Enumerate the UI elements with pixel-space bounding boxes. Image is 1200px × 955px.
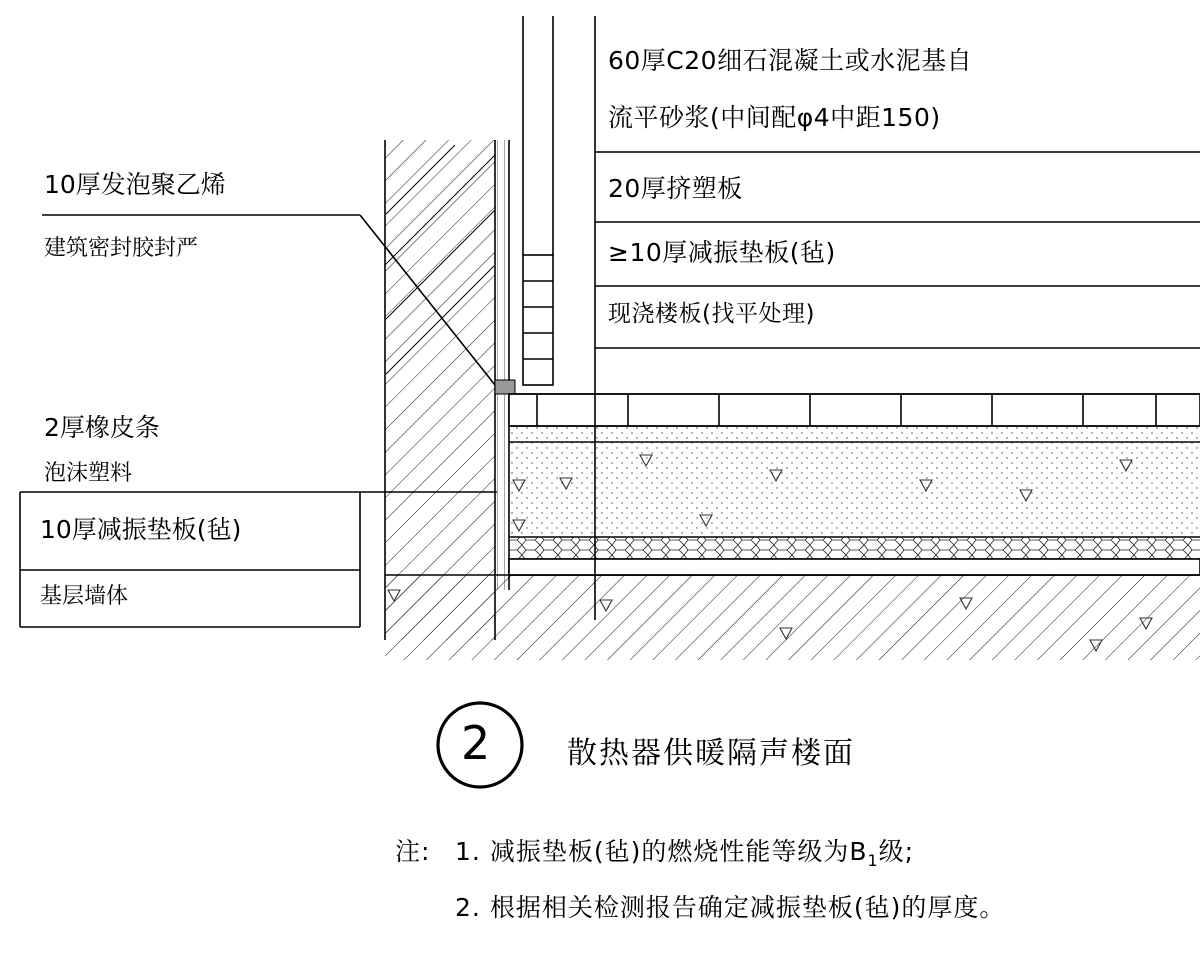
note-1-subscript: 1: [867, 851, 879, 870]
note-item-1: [455, 832, 914, 870]
note-1-text-a: 减振垫板(毡)的燃烧性能等级为B: [489, 837, 868, 866]
note-2-number: 2.: [455, 893, 481, 922]
note-item-2: [455, 888, 1005, 924]
note-1-number: 1.: [455, 837, 481, 866]
detail-callout-number: 2: [461, 716, 491, 770]
left-label-foam-plastic: 泡沫塑料: [44, 461, 133, 486]
notes-prefix: 注:: [395, 837, 431, 866]
layer-label-damping-pad: ≥10厚减振垫板(毡): [608, 238, 836, 267]
left-label-base-wall: 基层墙体: [40, 584, 129, 609]
left-label-damping-pad: 10厚减振垫板(毡): [40, 515, 242, 544]
detail-title: 散热器供暖隔声楼面: [567, 736, 855, 771]
note-1-text-b: 级;: [878, 837, 915, 866]
layer-label-screed-line2: 流平砂浆(中间配φ4中距150): [608, 103, 941, 132]
left-label-rubber-strip: 2厚橡皮条: [44, 413, 160, 442]
left-label-sealant: 建筑密封胶封严: [44, 236, 199, 261]
note-2-text-a: 根据相关检测报告确定减振垫板(毡)的厚度。: [489, 893, 1006, 922]
layer-label-xps-board: 20厚挤塑板: [608, 174, 743, 203]
layer-label-cast-slab: 现浇楼板(找平处理): [608, 301, 815, 327]
layer-label-screed-line1: 60厚C20细石混凝土或水泥基自: [608, 46, 973, 75]
left-label-foamed-pe: 10厚发泡聚乙烯: [44, 170, 226, 199]
